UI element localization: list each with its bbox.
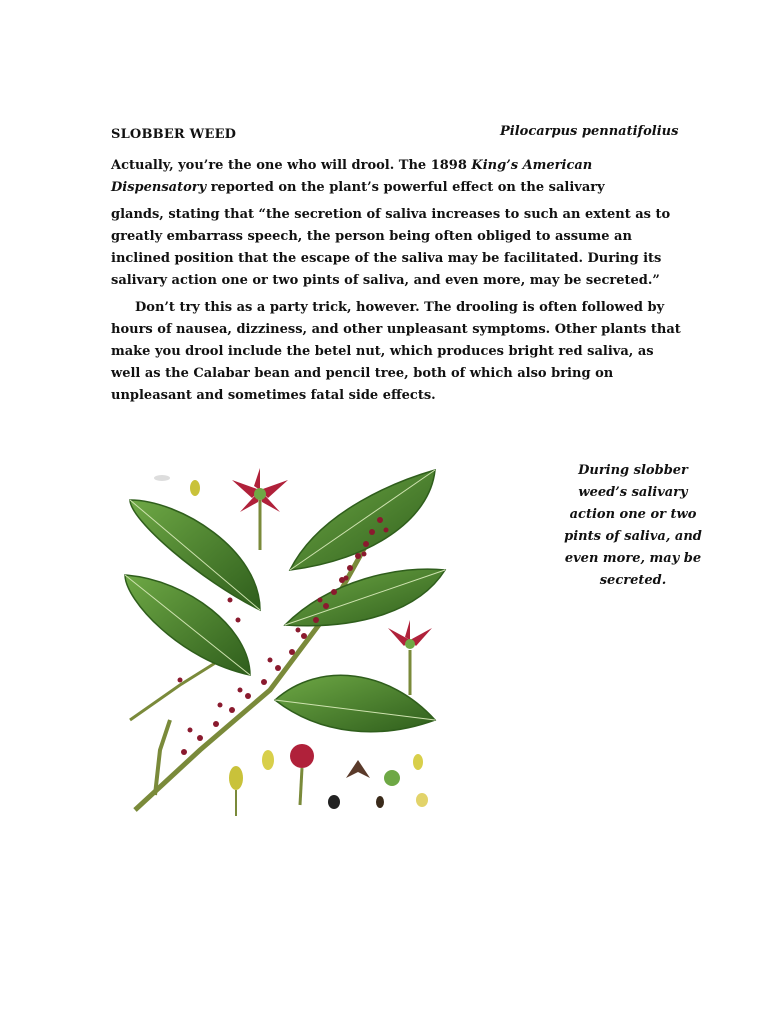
paragraph-line: Actually, you’re the one who will drool. The 1898 King’s American <box>111 158 593 173</box>
paragraph-line: unpleasant and sometimes fatal side effects. <box>111 388 436 403</box>
paragraph-line: Dispensatory reported on the plant’s powerful effect on the salivary <box>111 180 605 195</box>
body-text <box>111 155 681 407</box>
caption-line: secreted. <box>599 573 667 588</box>
paragraph-line: inclined position that the escape of the saliva may be facilitated. During its <box>111 251 662 266</box>
flower-large <box>232 468 288 550</box>
paragraph-line: Don’t try this as a party trick, however. The drooling is often followed by <box>135 300 665 315</box>
paragraph-line: greatly embarrass speech, the person being often obliged to assume an <box>111 229 632 244</box>
paragraph-line: salivary action one or two pints of saliva, and even more, may be secreted.” <box>111 273 660 288</box>
paragraph-line: make you drool include the betel nut, which produces bright red saliva, as <box>111 344 654 359</box>
caption-line: action one or two <box>569 507 697 522</box>
caption-line: pints of saliva, and <box>564 529 702 544</box>
paragraph-line: glands, stating that “the secretion of saliva increases to such an extent as to <box>111 207 671 222</box>
caption-line: even more, may be <box>564 551 702 566</box>
side-stem <box>130 660 220 720</box>
image-caption <box>558 460 708 592</box>
paragraph-line: well as the Calabar bean and pencil tree, both of which also bring on <box>111 366 614 381</box>
paragraph-2 <box>111 297 681 407</box>
botanical-illustration <box>120 460 460 820</box>
latin-name: Pilocarpus pennatifolius <box>500 124 679 139</box>
main-stem <box>135 520 380 810</box>
book-title: King’s American <box>471 158 593 173</box>
book-title: Dispensatory <box>111 180 207 195</box>
flower-side <box>388 620 432 695</box>
paragraph-1 <box>111 155 671 292</box>
caption-line: weed’s salivary <box>578 485 688 500</box>
page-title: SLOBBER WEED <box>111 127 237 142</box>
caption-line: During slobber <box>578 463 688 478</box>
paragraph-line: hours of nausea, dizziness, and other unpleasant symptoms. Other plants that <box>111 322 681 337</box>
